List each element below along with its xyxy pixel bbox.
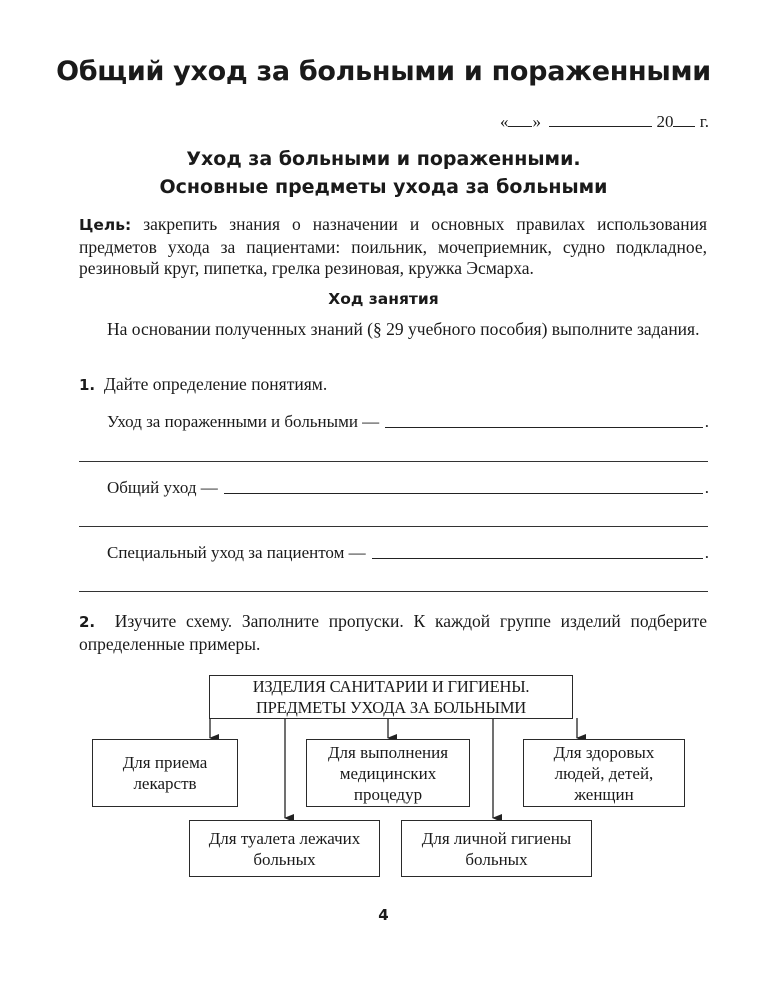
box-line: лекарств bbox=[133, 774, 197, 793]
date-close-quote: » bbox=[532, 112, 541, 131]
diagram-box-procedures bbox=[306, 739, 470, 807]
goal-label: Цель: bbox=[79, 216, 132, 234]
definition-end: . bbox=[704, 412, 709, 431]
root-line-2: ПРЕДМЕТЫ УХОДА ЗА БОЛЬНЫМИ bbox=[255, 698, 527, 717]
definition-end: . bbox=[704, 543, 709, 562]
definition-term: Уход за пораженными и больными — bbox=[107, 412, 380, 431]
page-number: 4 bbox=[378, 906, 389, 924]
box-line: больных bbox=[465, 849, 528, 869]
section-title-line2: Основные предметы ухода за больными bbox=[159, 176, 608, 198]
box-line: Для здоровых bbox=[553, 742, 655, 762]
box-line: процедур bbox=[353, 784, 423, 804]
box-line: Для личной гигиены bbox=[421, 828, 572, 848]
box-line: Для выполнения bbox=[327, 742, 449, 762]
task-2-text: Изучите схему. Заполните пропуски. К каждой группе изделий подберите определенные примеры. bbox=[79, 611, 708, 654]
task-1-text: Дайте определение понятиям. bbox=[103, 374, 328, 394]
box-line: Для приема bbox=[122, 753, 208, 772]
root-line-1: ИЗДЕЛИЯ САНИТАРИИ И ГИГИЕНЫ. bbox=[252, 677, 530, 696]
diagram-box-medication bbox=[92, 739, 238, 807]
definition-term: Специальный уход за пациентом — bbox=[107, 543, 366, 562]
box-line: людей, детей, bbox=[554, 763, 654, 783]
section-title-line1: Уход за больными и пораженными. bbox=[186, 148, 581, 170]
diagram-root-box bbox=[209, 675, 573, 719]
box-line: женщин bbox=[574, 784, 634, 804]
box-line: больных bbox=[253, 849, 316, 869]
year-prefix: 20 bbox=[656, 112, 674, 131]
lesson-heading: Ход занятия bbox=[328, 290, 439, 308]
intro-paragraph: На основании полученных знаний (§ 29 учебного пособия) выполните задания. bbox=[107, 319, 700, 339]
task-1-number: 1. bbox=[79, 376, 96, 394]
date-open-quote: « bbox=[499, 112, 509, 131]
diagram-box-healthy bbox=[523, 739, 685, 807]
box-line: Для туалета лежачих bbox=[208, 828, 361, 848]
goal-text: закрепить знания о назначении и основных правилах использования предметов ухода за пациентами: поильник, мочеприемник, судно подкладное, резиновый круг, пипетка, грелка резиновая, кружка Эсмарха. bbox=[79, 214, 707, 278]
year-suffix: г. bbox=[699, 112, 709, 131]
box-line: медицинских bbox=[339, 763, 437, 783]
page-title: Общий уход за больными и пораженными bbox=[56, 56, 711, 87]
definition-end: . bbox=[704, 478, 709, 497]
task-2-number: 2. bbox=[79, 613, 96, 631]
diagram-box-toilet bbox=[189, 820, 380, 877]
definition-term: Общий уход — bbox=[107, 478, 218, 497]
diagram-box-hygiene bbox=[401, 820, 592, 877]
